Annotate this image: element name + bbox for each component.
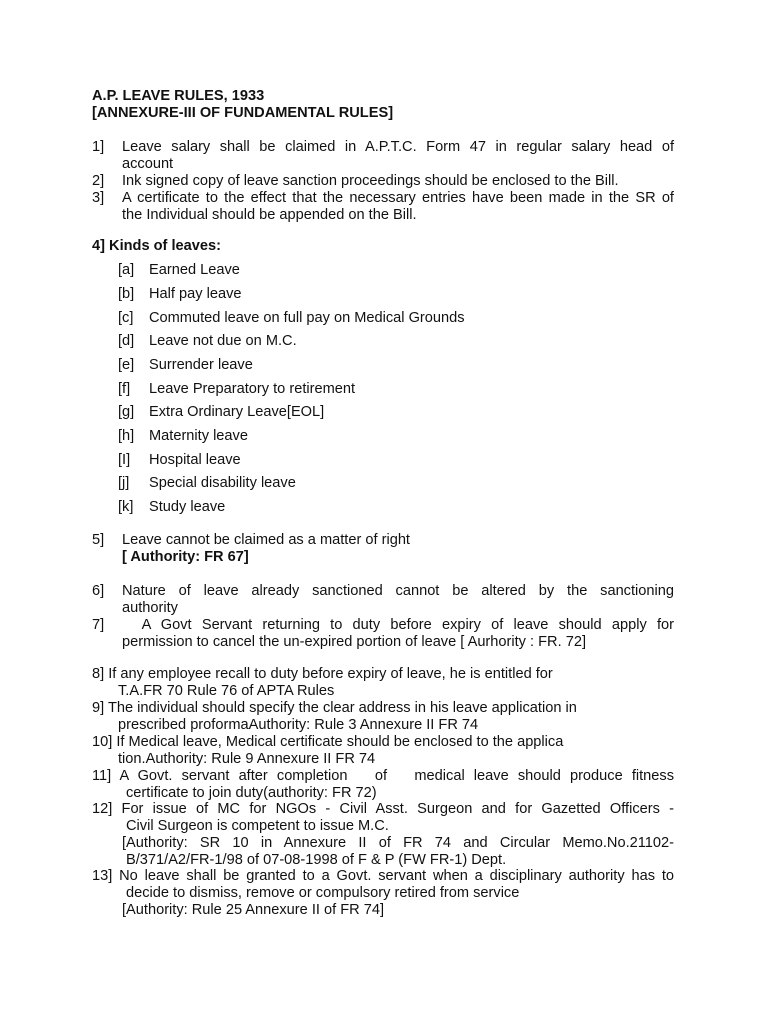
item-label: Leave Preparatory to retirement <box>149 381 356 397</box>
rule-6 <box>92 583 674 617</box>
rule-text: B/371/A2/FR-1/98 of 07-08-1998 of F & P (FW FR-1) Dept. <box>126 852 507 868</box>
rule-text: Ink signed copy of leave sanction proceedings should be enclosed to the Bill. <box>122 173 619 189</box>
kinds-heading: 4] Kinds of leaves: <box>92 238 221 254</box>
document-title <box>92 88 393 122</box>
list-item <box>118 475 296 492</box>
item-label: Half pay leave <box>149 286 242 302</box>
rule-8 <box>92 666 674 700</box>
item-key: [h] <box>118 428 135 444</box>
item-label: Extra Ordinary Leave[EOL] <box>149 404 325 420</box>
rule-number: 3] <box>92 190 105 206</box>
rule-7 <box>92 617 674 651</box>
item-key: [a] <box>118 262 135 278</box>
title-line-1: A.P. LEAVE RULES, 1933 <box>92 88 265 104</box>
item-key: [f] <box>118 381 131 397</box>
item-key: [e] <box>118 357 135 373</box>
rule-text: Leave salary shall be claimed in A.P.T.C. Form 47 in regular salary head of <box>122 139 674 155</box>
rule-number: 2] <box>92 173 105 189</box>
rule-text: 12] For issue of MC for NGOs - Civil Asst. Surgeon and for Gazetted Officers - <box>92 801 674 817</box>
rule-number: 6] <box>92 583 105 599</box>
rule-5 <box>92 532 674 566</box>
rule-text: certificate to join duty(authority: FR 72) <box>126 785 377 801</box>
rule-text: Nature of leave already sanctioned cannot be altered by the sanctioning <box>122 583 674 599</box>
item-key: [c] <box>118 310 134 326</box>
item-label: Surrender leave <box>149 357 253 373</box>
item-label: Maternity leave <box>149 428 248 444</box>
rule-number: 5] <box>92 532 105 548</box>
list-item <box>118 357 253 374</box>
rule-text: A Govt Servant returning to duty before expiry of leave should apply for <box>122 617 674 633</box>
rule-text: prescribed proformaAuthority: Rule 3 Annexure II FR 74 <box>118 717 479 733</box>
item-label: Study leave <box>149 499 226 515</box>
rule-text: T.A.FR 70 Rule 76 of APTA Rules <box>118 683 335 699</box>
item-key: [k] <box>118 499 134 515</box>
item-key: [d] <box>118 333 135 349</box>
item-key: [j] <box>118 475 130 491</box>
rule-text: Civil Surgeon is competent to issue M.C. <box>126 818 389 834</box>
rule-text: decide to dismiss, remove or compulsory retired from service <box>126 885 520 901</box>
item-label: Earned Leave <box>149 262 240 278</box>
rule-9 <box>92 700 674 734</box>
rule-text: 13] No leave shall be granted to a Govt. servant when a disciplinary authority has to <box>92 868 674 884</box>
rule-13 <box>92 868 674 919</box>
item-key: [I] <box>118 452 131 468</box>
rule-10 <box>92 734 674 768</box>
list-item <box>118 499 225 516</box>
rule-number: 1] <box>92 139 105 155</box>
rule-text: tion.Authority: Rule 9 Annexure II FR 74 <box>118 751 376 767</box>
list-item <box>118 428 248 445</box>
rule-text: 9] The individual should specify the clear address in his leave application in <box>92 700 577 716</box>
rule-text: 11] A Govt. servant after completion of medical leave should produce fitness <box>92 768 674 784</box>
item-key: [g] <box>118 404 135 420</box>
rules-1-3 <box>92 139 674 224</box>
rule-text: the Individual should be appended on the Bill. <box>122 207 417 223</box>
rule-authority: [ Authority: FR 67] <box>122 549 249 565</box>
list-item <box>118 262 240 279</box>
rule-text: account <box>122 156 174 172</box>
list-item <box>118 310 465 327</box>
rule-2 <box>92 173 674 190</box>
item-label: Leave not due on M.C. <box>149 333 297 349</box>
item-label: Commuted leave on full pay on Medical Grounds <box>149 310 465 326</box>
list-item <box>118 381 355 398</box>
list-item <box>118 286 241 303</box>
rule-3 <box>92 190 674 224</box>
rule-text: permission to cancel the un-expired portion of leave [ Aurhority : FR. 72] <box>122 634 586 650</box>
rule-authority: [Authority: SR 10 in Annexure II of FR 74 and Circular Memo.No.21102- <box>122 835 674 851</box>
rule-text: 10] If Medical leave, Medical certificate should be enclosed to the applica <box>92 734 564 750</box>
item-label: Hospital leave <box>149 452 241 468</box>
item-label: Special disability leave <box>149 475 296 491</box>
item-key: [b] <box>118 286 135 302</box>
list-item <box>118 452 241 469</box>
rule-number: 7] <box>92 617 105 633</box>
rule-12 <box>92 801 674 869</box>
rule-11 <box>92 768 674 802</box>
rule-text: authority <box>122 600 178 616</box>
rule-text: Leave cannot be claimed as a matter of right <box>122 532 410 548</box>
title-line-2: [ANNEXURE-III OF FUNDAMENTAL RULES] <box>92 105 394 121</box>
list-item <box>118 404 324 421</box>
rule-text: A certificate to the effect that the necessary entries have been made in the SR of <box>122 190 674 206</box>
list-item <box>118 333 297 350</box>
rule-text: 8] If any employee recall to duty before expiry of leave, he is entitled for <box>92 666 553 682</box>
rule-1 <box>92 139 674 173</box>
rules-6-7 <box>92 583 674 651</box>
rule-authority: [Authority: Rule 25 Annexure II of FR 74] <box>122 902 385 918</box>
